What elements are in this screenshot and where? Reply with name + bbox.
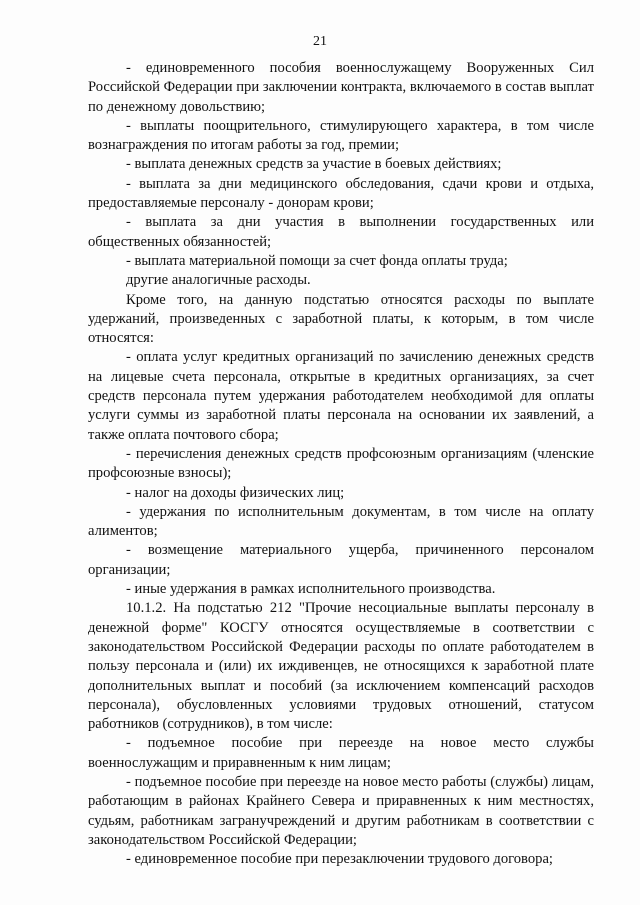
document-body <box>88 59 594 869</box>
paragraph: - налог на доходы физических лиц; <box>126 484 345 501</box>
paragraph: - выплаты поощрительного, стимулирующего характера, в том числе вознаграждения по итогам работы за год, премии; <box>88 117 594 154</box>
paragraph: - удержания по исполнительным документам, в том числе на оплату алиментов; <box>88 503 594 540</box>
paragraph: - возмещение материального ущерба, причиненного персоналом организации; <box>88 542 594 578</box>
paragraph: - выплата за дни участия в выполнении государственных или общественных обязанностей; <box>88 214 594 250</box>
paragraph: - единовременного пособия военнослужащему Вооруженных Сил Российской Федерации при заключении контракта, включаемого в состав выплат по денежному довольствию; <box>88 60 594 115</box>
paragraph: - выплата за дни медицинского обследования, сдачи крови и отдыха, предоставляемые персоналу - донорам крови; <box>88 175 594 212</box>
paragraph: - единовременное пособие при перезаключении трудового договора; <box>126 851 553 868</box>
paragraph: - выплата денежных средств за участие в боевых действиях; <box>126 156 502 173</box>
paragraph: 10.1.2. На подстатью 212 "Прочие несоциальные выплаты персоналу в денежной форме" КОСГУ относятся осуществляемые в соответствии с законодательством Российской Федерации расходы по оплате работодателем в пользу персонала и (или) их иждивенцев, не относящихся к заработной плате дополнительных выплат и пособий (за исключением компенсаций расходов персонала), обусловленных условиями трудовых отношений, статусом работников (сотрудников), в том числе: <box>88 600 594 733</box>
page-number: 21 <box>313 34 327 49</box>
paragraph: - подъемное пособие при переезде на новое место службы военнослужащим и приравненным к ним лицам; <box>88 735 594 771</box>
paragraph: - подъемное пособие при переезде на новое место работы (службы) лицам, работающим в районах Крайнего Севера и приравненных к ним местностях, судьям, работникам загранучреждений и другим работникам в соответствии с законодательством Российской Федерации; <box>88 773 594 848</box>
paragraph: - оплата услуг кредитных организаций по зачислению денежных средств на лицевые счета персонала, открытые в кредитных организациях, за счет средств персонала путем удержания работодателем необходимой для оплаты услуги суммы из заработной платы персонала на основании их заявлений, а также оплата почтового сбора; <box>88 349 594 443</box>
paragraph: другие аналогичные расходы. <box>126 272 311 289</box>
paragraph: Кроме того, на данную подстатью относятся расходы по выплате удержаний, произведенных с заработной платы, к которым, в том числе относятся: <box>88 291 594 347</box>
paragraph: - выплата материальной помощи за счет фонда оплаты труда; <box>126 252 508 269</box>
paragraph: - иные удержания в рамках исполнительного производства. <box>126 581 496 598</box>
paragraph: - перечисления денежных средств профсоюзным организациям (членские профсоюзные взносы); <box>88 445 594 482</box>
